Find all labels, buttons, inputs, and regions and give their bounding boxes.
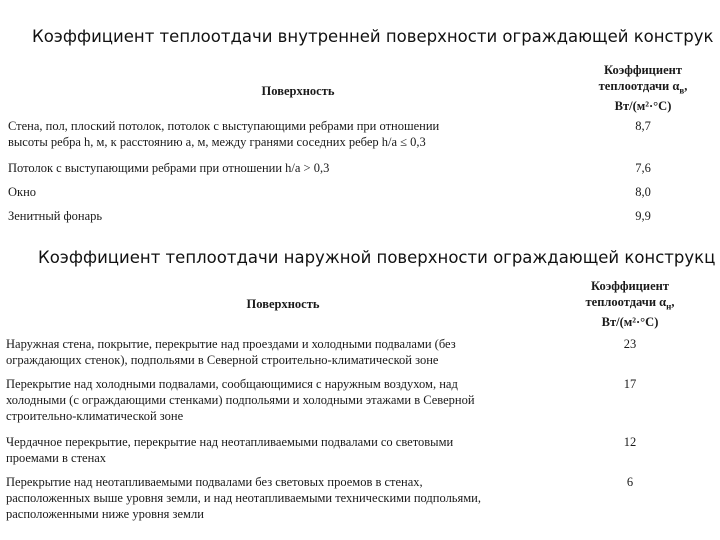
row-value: 8,0: [635, 185, 651, 199]
row-surface-line: строительно-климатической зоне: [6, 409, 184, 423]
table-row: [8, 204, 698, 228]
header-coef-line3: Вт/(м²·°С): [601, 315, 659, 330]
table-header-row: [8, 58, 698, 118]
row-value: 23: [623, 337, 637, 351]
row-surface-line: Чердачное перекрытие, перекрытие над неотапливаемыми подвалами со световыми: [6, 435, 454, 449]
row-surface-line: Перекрытие над неотапливаемыми подвалами без световых проемов в стенах,: [6, 475, 423, 489]
table-row: [6, 374, 700, 432]
row-surface-line: расположенных выше уровня земли, и над неотапливаемыми техническими подпольями,: [6, 491, 481, 505]
row-surface: [6, 332, 560, 374]
section-2-title: Коэффициент теплоотдачи наружной поверхности ограждающей конструкц: [38, 248, 716, 267]
row-value: 17: [623, 377, 637, 391]
row-surface-line: высоты ребра h, м, к расстоянию a, м, между гранями соседних ребер h/a ≤ 0,3: [8, 135, 426, 149]
table-row: [6, 472, 700, 528]
header-coef-sub: в: [679, 85, 685, 96]
row-surface-line: Стена, пол, плоский потолок, потолок с выступающими ребрами при отношении: [8, 119, 440, 133]
row-surface-line: Потолок с выступающими ребрами при отношении h/a > 0,3: [8, 161, 330, 175]
header-coef-text: теплоотдачи α: [585, 294, 667, 309]
row-value: 8,7: [635, 119, 651, 133]
header-coef-line2: [560, 294, 700, 315]
table-header-row: [6, 276, 700, 332]
row-surface: [8, 156, 588, 180]
row-surface-line: Наружная стена, покрытие, перекрытие над проездами и холодными подвалами (без: [6, 337, 456, 351]
row-surface: [6, 374, 560, 432]
row-surface-line: холодными (с ограждающими стенками) подпольями и холодными этажами в Северной: [6, 393, 475, 407]
header-coefficient: [560, 276, 700, 332]
row-surface: [8, 180, 588, 204]
row-surface: [6, 472, 560, 528]
row-value: 7,6: [635, 161, 651, 175]
table-row: [8, 180, 698, 204]
row-value: 12: [623, 435, 637, 449]
row-surface-line: ограждающих стенок), подпольями в Северной строительно-климатической зоне: [6, 353, 439, 367]
row-value: 6: [626, 475, 634, 489]
table-row: [6, 432, 700, 472]
row-surface-line: расположенными ниже уровня земли: [6, 507, 204, 521]
row-surface-line: проемами в стенах: [6, 451, 107, 465]
table-row: [6, 332, 700, 374]
header-coef-line2: [588, 78, 698, 99]
header-coef-text: теплоотдачи α: [598, 78, 680, 93]
header-surface: Поверхность: [261, 84, 335, 98]
row-surface-line: Перекрытие над холодными подвалами, сообщающимися с наружным воздухом, над: [6, 377, 458, 391]
row-surface: [8, 204, 588, 228]
outer-surface-table: [6, 276, 700, 528]
table-row: [8, 156, 698, 180]
header-coef-sub: н: [666, 301, 672, 312]
inner-surface-table: [8, 58, 698, 228]
header-coefficient: [588, 58, 698, 118]
header-coef-end: ,: [671, 294, 675, 309]
header-coef-line1: Коэффициент: [604, 62, 682, 77]
table-row: [8, 118, 698, 156]
header-coef-line1: Коэффициент: [591, 278, 669, 293]
row-value: 9,9: [635, 209, 651, 223]
row-surface: [8, 118, 588, 156]
row-surface-line: Окно: [8, 185, 37, 199]
header-surface: Поверхность: [246, 297, 320, 311]
row-surface-line: Зенитный фонарь: [8, 209, 103, 223]
header-coef-end: ,: [684, 78, 688, 93]
section-1-title: Коэффициент теплоотдачи внутренней поверхности ограждающей конструк: [32, 27, 714, 46]
row-surface: [6, 432, 560, 472]
header-coef-line3: Вт/(м²·°С): [614, 99, 672, 114]
